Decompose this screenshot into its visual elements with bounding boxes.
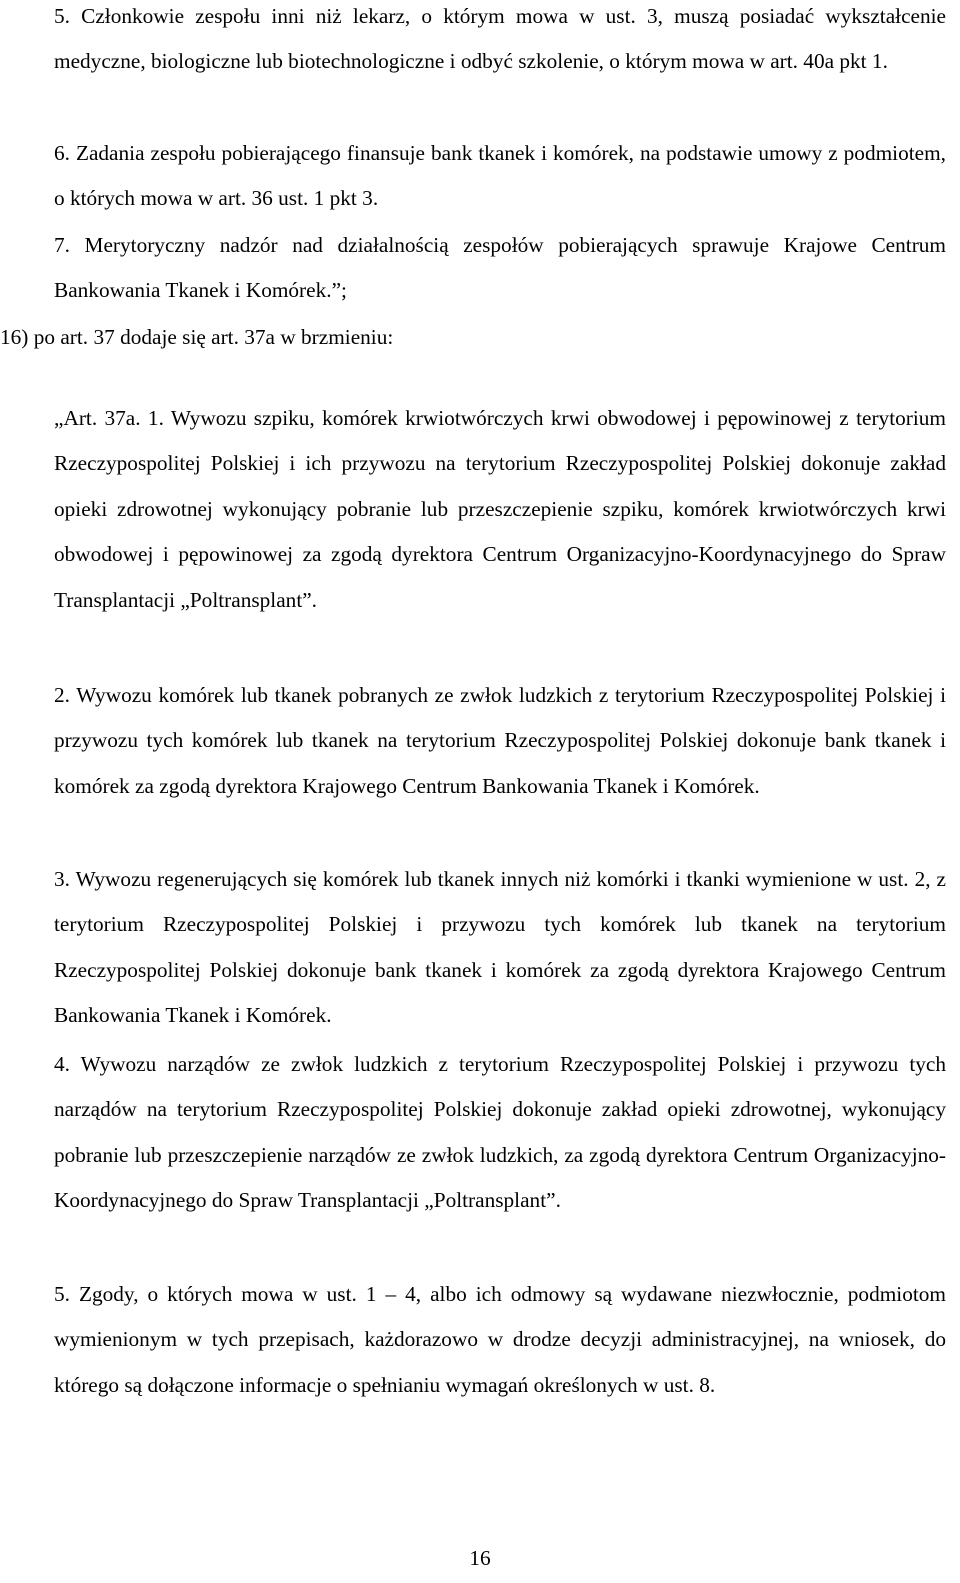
article-37a-section-3: 3. Wywozu regenerujących się komórek lub tkanek innych niż komórki i tkanki wymienione w ust. 2, z terytorium Rzeczypospolitej Polskiej i przywozu tych komórek lub tkanek na terytorium Rzeczypospolitej Polskiej dokonuje bank tkanek i komórek za zgodą dyrektora Krajowego Centrum Bankowania Tkanek i Komórek.	[54, 867, 946, 1028]
paragraph-6-team-funding: 6. Zadania zespołu pobierającego finansuje bank tkanek i komórek, na podstawie umowy z podmiotem, o których mowa w art. 36 ust. 1 pkt 3.	[54, 141, 946, 211]
article-37a-section-5: 5. Zgody, o których mowa w ust. 1 – 4, albo ich odmowy są wydawane niezwłocznie, podmiotom wymienionym w tych przepisach, każdorazowo w drodze decyzji administracyjnej, na wniosek, do którego są dołączone informacje o spełnianiu wymagań określonych w ust. 8.	[54, 1282, 946, 1397]
paragraph-7-supervision: 7. Merytoryczny nadzór nad działalnością zespołów pobierających sprawuje Krajowe Centrum Bankowania Tkanek i Komórek.”;	[54, 233, 946, 303]
page-number: 16	[469, 1546, 491, 1570]
article-37a-section-4: 4. Wywozu narządów ze zwłok ludzkich z terytorium Rzeczypospolitej Polskiej i przywozu tych narządów na terytorium Rzeczypospolitej Polskiej dokonuje zakład opieki zdrowotnej, wykonujący pobranie lub przeszczepienie narządów ze zwłok ludzkich, za zgodą dyrektora Centrum Organizacyjno-Koordynacyjnego do Spraw Transplantacji „Poltransplant”.	[54, 1052, 946, 1213]
paragraph-5-team-members: 5. Członkowie zespołu inni niż lekarz, o którym mowa w ust. 3, muszą posiadać wykształcenie medyczne, biologiczne lub biotechnologiczne i odbyć szkolenie, o którym mowa w art. 40a pkt 1.	[54, 4, 946, 74]
article-37a-section-1: „Art. 37a. 1. Wywozu szpiku, komórek krwiotwórczych krwi obwodowej i pępowinowej z terytorium Rzeczypospolitej Polskiej i ich przywozu na terytorium Rzeczypospolitej Polskiej dokonuje zakład opieki zdrowotnej wykonujący pobranie lub przeszczepienie szpiku, komórek krwiotwórczych krwi obwodowej i pępowinowej za zgodą dyrektora Centrum Organizacyjno-Koordynacyjnego do Spraw Transplantacji „Poltransplant”.	[54, 406, 946, 612]
article-37a-section-2: 2. Wywozu komórek lub tkanek pobranych ze zwłok ludzkich z terytorium Rzeczypospolitej Polskiej i przywozu tych komórek lub tkanek na terytorium Rzeczypospolitej Polskiej dokonuje bank tkanek i komórek za zgodą dyrektora Krajowego Centrum Bankowania Tkanek i Komórek.	[54, 683, 946, 798]
amendment-point-16: 16) po art. 37 dodaje się art. 37a w brzmieniu:	[0, 325, 394, 349]
